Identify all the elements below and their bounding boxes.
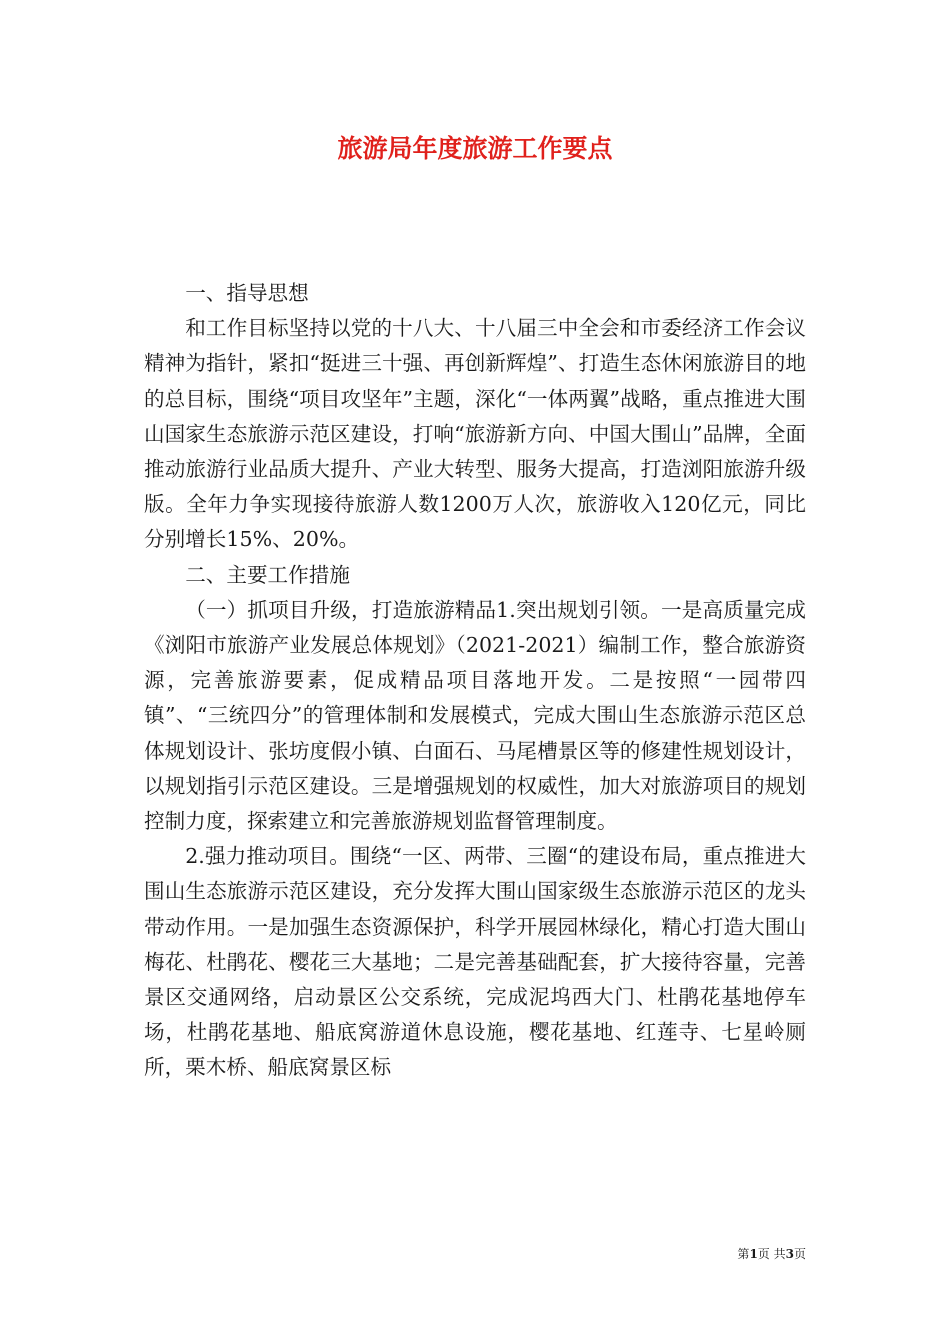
paragraph-promote-projects: 2.强力推动项目。围绕“一区、两带、三圈“的建设布局，重点推进大围山生态旅游示范区建设，充分发挥大围山国家级生态旅游示范区的龙头带动作用。一是加强生态资源保护，科学开展园林绿化，精心打造大围山梅花、杜鹃花、樱花三大基地；二是完善基础配套，扩大接待容量，完善景区交通网络，启动景区公交系统，完成泥坞西大门、杜鹃花基地停车场，杜鹃花基地、船底窝游道休息设施，樱花基地、红莲寺、七星岭厕所，栗木桥、船底窝景区标 bbox=[144, 844, 806, 1080]
page-footer bbox=[0, 1246, 806, 1262]
document-title: 旅游局年度旅游工作要点 bbox=[337, 134, 613, 163]
section-heading-main-measures: 二、主要工作措施 bbox=[185, 562, 350, 587]
footer-page-number: 1 bbox=[749, 1247, 758, 1261]
footer-prefix: 第 bbox=[737, 1247, 750, 1261]
footer-suffix: 页 bbox=[793, 1247, 806, 1261]
section-heading-guiding-ideology: 一、指导思想 bbox=[185, 281, 309, 305]
footer-middle: 页 共 bbox=[757, 1247, 786, 1261]
paragraph-project-upgrade: （一）抓项目升级，打造旅游精品1.突出规划引领。一是高质量完成《浏阳市旅游产业发展总体规划》（2021-2021）编制工作，整合旅游资源，完善旅游要素，促成精品项目落地开发。二是按照“一园带四镇”、“三统四分”的管理体制和发展模式，完成大围山生态旅游示范区总体规划设计、张坊度假小镇、白面石、马尾槽景区等的修建性规划设计，以规划指引示范区建设。三是增强规划的权威性，加大对旅游项目的规划控制力度，探索建立和完善旅游规划监督管理制度。 bbox=[144, 597, 806, 834]
footer-total-pages: 3 bbox=[785, 1247, 794, 1261]
paragraph-guiding-ideology: 和工作目标坚持以党的十八大、十八届三中全会和市委经济工作会议精神为指针，紧扣“挺进三十强、再创新辉煌”、打造生态休闲旅游目的地的总目标，围绕“项目攻坚年”主题，深化“一体两翼”战略，重点推进大围山国家生态旅游示范区建设，打响“旅游新方向、中国大围山”品牌，全面推动旅游行业品质大提升、产业大转型、服务大提高，打造浏阳旅游升级版。全年力争实现接待旅游人数1200万人次，旅游收入120亿元，同比分别增长15%、20%。 bbox=[144, 316, 806, 552]
document-body bbox=[144, 276, 806, 1086]
